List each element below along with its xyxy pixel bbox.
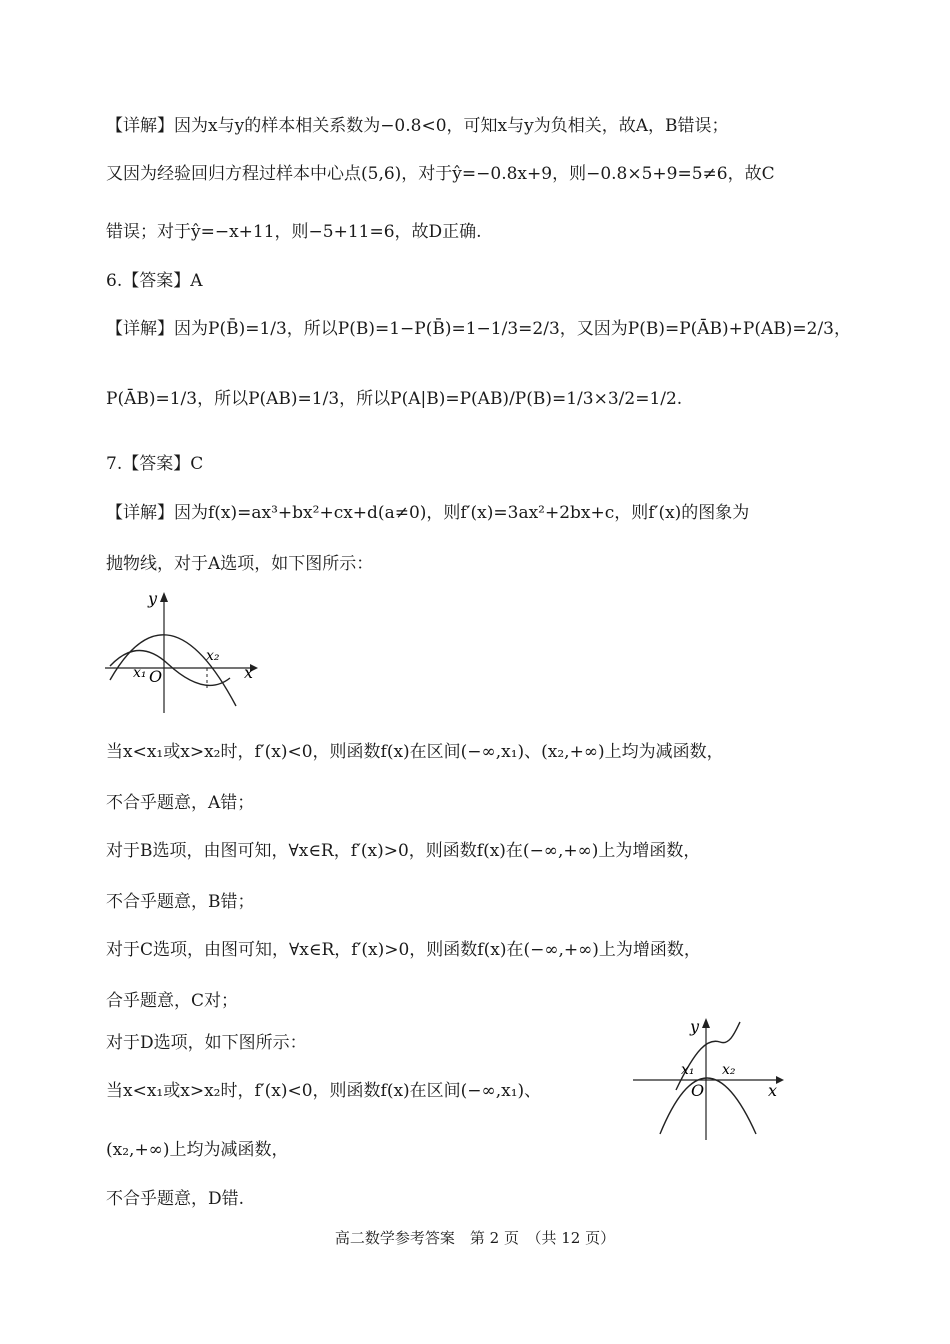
text-line: (x₂,+∞)上均为减函数， bbox=[106, 1140, 289, 1160]
text-line: 【详解】因为x与y的样本相关系数为−0.8<0，可知x与y为负相关，故A，B错误； bbox=[106, 116, 729, 136]
graph-d-y-label: y bbox=[690, 1017, 700, 1036]
text-line: 对于B选项，由图可知，∀x∈R，f′(x)>0，则函数f(x)在(−∞,+∞)上为增函数， bbox=[106, 841, 701, 861]
graph-option-a bbox=[100, 588, 260, 718]
text-line: 不合乎题意，B错； bbox=[106, 892, 255, 912]
text-line: 错误；对于ŷ=−x+11，则−5+11=6，故D正确. bbox=[106, 222, 482, 242]
graph-a-origin: O bbox=[149, 667, 163, 686]
text-line: 抛物线，对于A选项，如下图所示： bbox=[106, 554, 374, 574]
graph-d-x2: x₂ bbox=[722, 1062, 736, 1078]
text-line: 【详解】因为P(B̄)=1/3，所以P(B)=1−P(B̄)=1−1/3=2/3，又因为P(B)=P(ĀB)+P(AB)=2/3， bbox=[106, 319, 851, 339]
graph-a-x2: x₂ bbox=[206, 648, 220, 664]
page-footer: 高二数学参考答案 第 2 页 （共 12 页） bbox=[334, 1229, 616, 1247]
graph-a-y-label: y bbox=[148, 589, 158, 608]
text-line: 7.【答案】C bbox=[106, 454, 204, 474]
text-line: 当x<x₁或x>x₂时，f′(x)<0，则函数f(x)在区间(−∞,x₁)、 bbox=[106, 1081, 542, 1101]
graph-a-x1: x₁ bbox=[133, 665, 147, 681]
text-line: 6.【答案】A bbox=[106, 271, 203, 291]
text-line: 对于D选项，如下图所示： bbox=[106, 1033, 307, 1053]
graph-d-x-label: x bbox=[768, 1081, 778, 1100]
text-line: 合乎题意，C对； bbox=[106, 991, 239, 1011]
graph-option-d bbox=[628, 1012, 788, 1142]
graph-d-x1: x₁ bbox=[681, 1062, 695, 1078]
text-line: 不合乎题意，A错； bbox=[106, 793, 255, 813]
graph-a-x-label: x bbox=[244, 663, 254, 682]
text-line: P(ĀB)=1/3，所以P(AB)=1/3，所以P(A|B)=P(AB)/P(B)=1/3×3/2=1/2. bbox=[106, 389, 683, 409]
graph-d-origin: O bbox=[691, 1081, 705, 1100]
text-line: 【详解】因为f(x)=ax³+bx²+cx+d(a≠0)，则f′(x)=3ax²+2bx+c，则f′(x)的图象为 bbox=[106, 503, 750, 523]
text-line: 对于C选项，由图可知，∀x∈R，f′(x)>0，则函数f(x)在(−∞,+∞)上为增函数， bbox=[106, 940, 701, 960]
text-line: 又因为经验回归方程过样本中心点(5,6)，对于ŷ=−0.8x+9，则−0.8×5+9=5≠6，故C bbox=[106, 164, 775, 184]
text-line: 当x<x₁或x>x₂时，f′(x)<0，则函数f(x)在区间(−∞,x₁)、(x₂,+∞)上均为减函数， bbox=[106, 742, 724, 762]
text-line: 不合乎题意，D错. bbox=[106, 1189, 245, 1209]
